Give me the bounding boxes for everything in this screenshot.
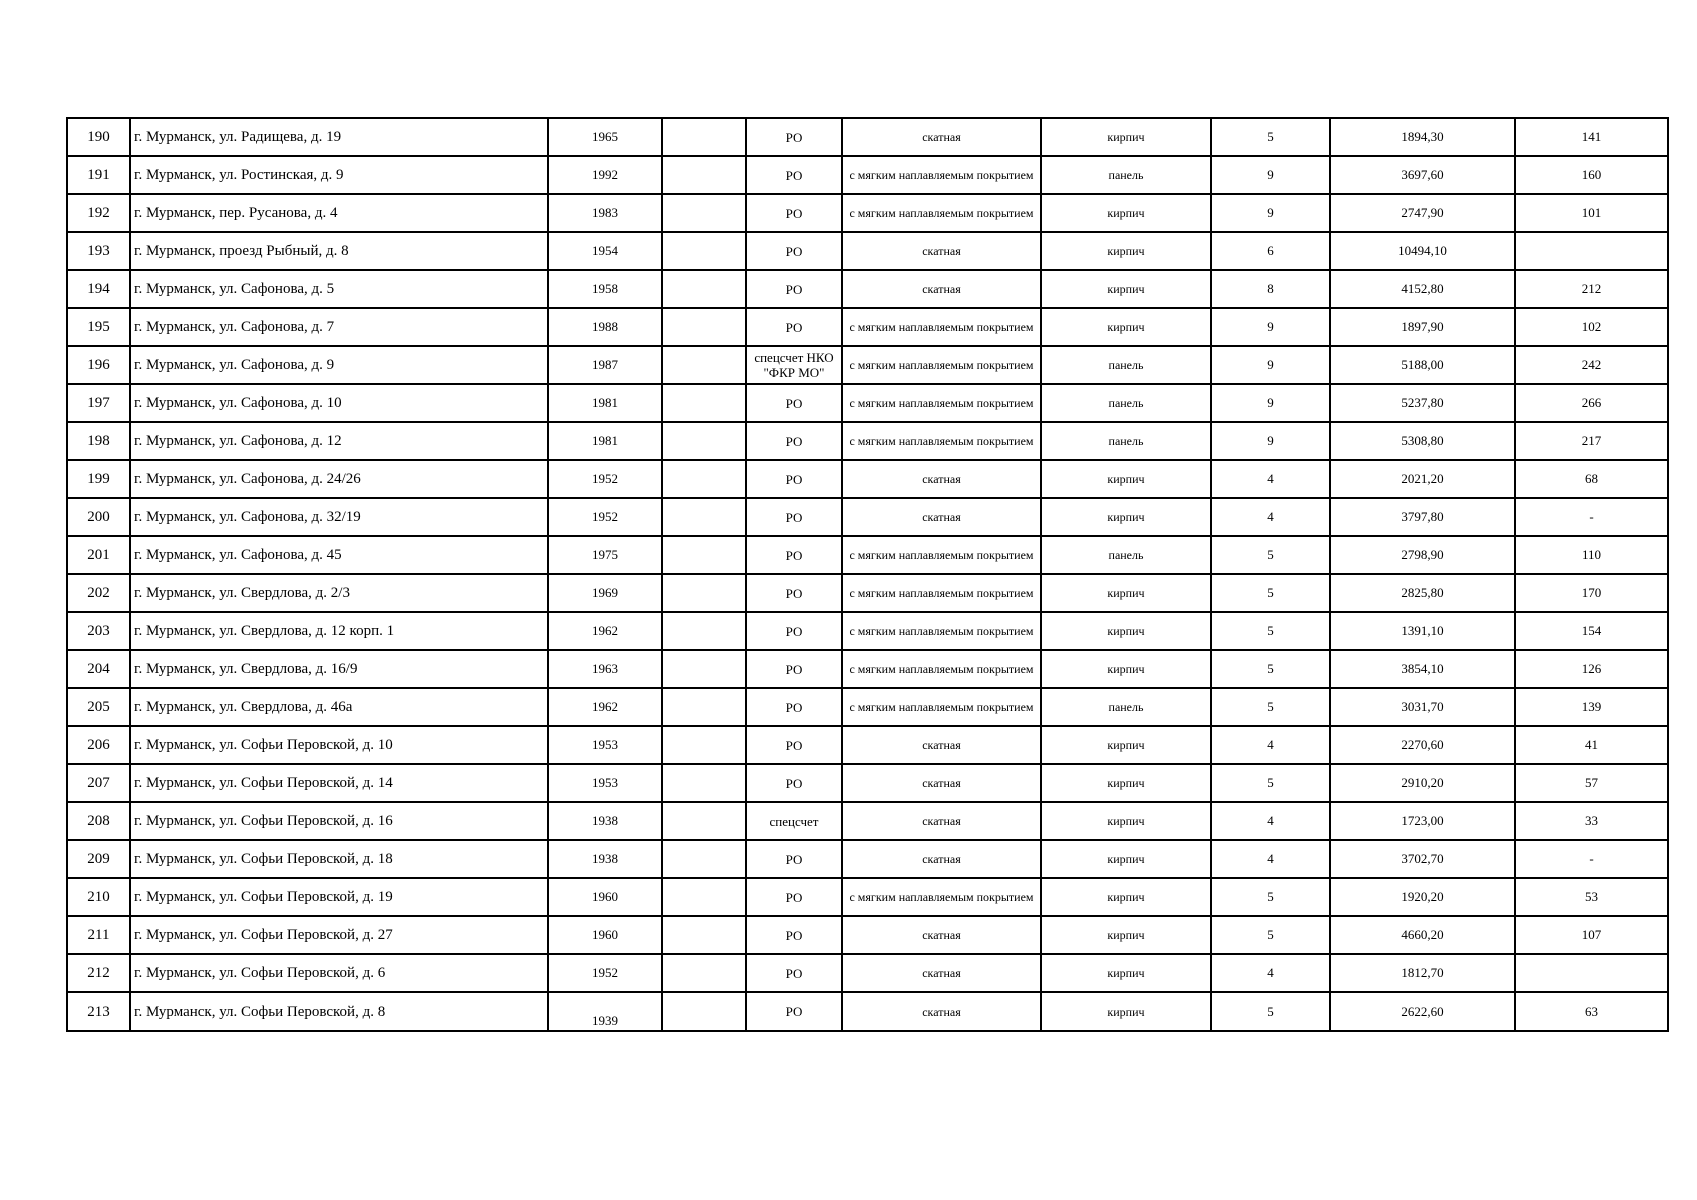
build-year-cell: 1938: [548, 802, 662, 840]
address-cell: г. Мурманск, ул. Радищева, д. 19: [130, 118, 548, 156]
floors-cell: 4: [1211, 840, 1330, 878]
row-number-cell: 194: [67, 270, 130, 308]
roof-type-cell: скатная: [842, 460, 1041, 498]
wall-material-cell: кирпич: [1041, 878, 1211, 916]
fund-method-cell: РО: [746, 118, 842, 156]
address-cell: г. Мурманск, ул. Сафонова, д. 9: [130, 346, 548, 384]
roof-type-cell: с мягким наплавляемым покрытием: [842, 194, 1041, 232]
area-cell: 5188,00: [1330, 346, 1515, 384]
fund-method-cell: РО: [746, 916, 842, 954]
area-cell: 3031,70: [1330, 688, 1515, 726]
table-row: [67, 346, 1668, 384]
address-cell: г. Мурманск, ул. Софьи Перовской, д. 27: [130, 916, 548, 954]
row-number-cell: 197: [67, 384, 130, 422]
build-year-cell: 1983: [548, 194, 662, 232]
row-number-cell: 192: [67, 194, 130, 232]
floors-cell: 5: [1211, 650, 1330, 688]
fund-method-cell: РО: [746, 764, 842, 802]
residents-cell: 53: [1515, 878, 1668, 916]
empty-cell: [662, 232, 746, 270]
residents-cell: -: [1515, 840, 1668, 878]
area-cell: 1812,70: [1330, 954, 1515, 992]
area-cell: 2825,80: [1330, 574, 1515, 612]
roof-type-cell: с мягким наплавляемым покрытием: [842, 422, 1041, 460]
row-number-cell: 212: [67, 954, 130, 992]
area-cell: 5237,80: [1330, 384, 1515, 422]
fund-method-cell: РО: [746, 574, 842, 612]
wall-material-cell: кирпич: [1041, 726, 1211, 764]
floors-cell: 4: [1211, 460, 1330, 498]
roof-type-cell: скатная: [842, 954, 1041, 992]
table-row: [67, 612, 1668, 650]
row-number-cell: 196: [67, 346, 130, 384]
address-cell: г. Мурманск, ул. Софьи Перовской, д. 19: [130, 878, 548, 916]
area-cell: 4152,80: [1330, 270, 1515, 308]
table-row: [67, 916, 1668, 954]
roof-type-cell: скатная: [842, 840, 1041, 878]
table-row: [67, 650, 1668, 688]
fund-method-cell: РО: [746, 308, 842, 346]
wall-material-cell: кирпич: [1041, 650, 1211, 688]
roof-type-cell: скатная: [842, 726, 1041, 764]
roof-type-cell: с мягким наплавляемым покрытием: [842, 612, 1041, 650]
address-cell: г. Мурманск, ул. Ростинская, д. 9: [130, 156, 548, 194]
fund-method-cell: РО: [746, 688, 842, 726]
table-row: [67, 156, 1668, 194]
roof-type-cell: с мягким наплавляемым покрытием: [842, 346, 1041, 384]
floors-cell: 5: [1211, 574, 1330, 612]
roof-type-cell: с мягким наплавляемым покрытием: [842, 688, 1041, 726]
address-cell: г. Мурманск, ул. Софьи Перовской, д. 6: [130, 954, 548, 992]
row-number-cell: 207: [67, 764, 130, 802]
table-row: [67, 498, 1668, 536]
residents-cell: [1515, 232, 1668, 270]
row-number-cell: 190: [67, 118, 130, 156]
empty-cell: [662, 156, 746, 194]
row-number-cell: 198: [67, 422, 130, 460]
address-cell: г. Мурманск, ул. Свердлова, д. 12 корп. 1: [130, 612, 548, 650]
area-cell: 2910,20: [1330, 764, 1515, 802]
fund-method-cell: РО: [746, 270, 842, 308]
build-year-cell: 1965: [548, 118, 662, 156]
build-year-cell: 1952: [548, 498, 662, 536]
floors-cell: 9: [1211, 422, 1330, 460]
row-number-cell: 210: [67, 878, 130, 916]
fund-method-cell: РО: [746, 232, 842, 270]
row-number-cell: 195: [67, 308, 130, 346]
fund-method-cell: РО: [746, 878, 842, 916]
row-number-cell: 206: [67, 726, 130, 764]
roof-type-cell: скатная: [842, 802, 1041, 840]
wall-material-cell: кирпич: [1041, 612, 1211, 650]
build-year-cell: 1969: [548, 574, 662, 612]
build-year-cell: 1987: [548, 346, 662, 384]
table-row: [67, 232, 1668, 270]
build-year-cell: 1975: [548, 536, 662, 574]
empty-cell: [662, 308, 746, 346]
address-cell: г. Мурманск, ул. Сафонова, д. 24/26: [130, 460, 548, 498]
empty-cell: [662, 612, 746, 650]
address-cell: г. Мурманск, ул. Свердлова, д. 2/3: [130, 574, 548, 612]
build-year-cell: 1962: [548, 612, 662, 650]
table-row: [67, 954, 1668, 992]
wall-material-cell: панель: [1041, 156, 1211, 194]
table-row: [67, 118, 1668, 156]
residents-cell: 154: [1515, 612, 1668, 650]
address-cell: г. Мурманск, ул. Свердлова, д. 46а: [130, 688, 548, 726]
floors-cell: 9: [1211, 156, 1330, 194]
residents-cell: 63: [1515, 992, 1668, 1031]
floors-cell: 9: [1211, 346, 1330, 384]
row-number-cell: 193: [67, 232, 130, 270]
address-cell: г. Мурманск, ул. Софьи Перовской, д. 16: [130, 802, 548, 840]
build-year-cell: 1962: [548, 688, 662, 726]
row-number-cell: 191: [67, 156, 130, 194]
fund-method-cell: РО: [746, 536, 842, 574]
row-number-cell: 211: [67, 916, 130, 954]
residents-cell: 141: [1515, 118, 1668, 156]
empty-cell: [662, 574, 746, 612]
roof-type-cell: скатная: [842, 992, 1041, 1031]
wall-material-cell: панель: [1041, 688, 1211, 726]
roof-type-cell: с мягким наплавляемым покрытием: [842, 574, 1041, 612]
row-number-cell: 202: [67, 574, 130, 612]
fund-method-cell: РО: [746, 954, 842, 992]
roof-type-cell: с мягким наплавляемым покрытием: [842, 156, 1041, 194]
fund-method-cell: спецсчет: [746, 802, 842, 840]
build-year-cell: 1988: [548, 308, 662, 346]
wall-material-cell: кирпич: [1041, 954, 1211, 992]
fund-method-cell: РО: [746, 422, 842, 460]
residents-cell: 139: [1515, 688, 1668, 726]
fund-method-cell: РО: [746, 460, 842, 498]
floors-cell: 9: [1211, 384, 1330, 422]
wall-material-cell: панель: [1041, 422, 1211, 460]
fund-method-cell: РО: [746, 992, 842, 1031]
build-year-cell: 1953: [548, 726, 662, 764]
empty-cell: [662, 878, 746, 916]
area-cell: 1723,00: [1330, 802, 1515, 840]
residents-cell: 212: [1515, 270, 1668, 308]
residents-cell: 101: [1515, 194, 1668, 232]
wall-material-cell: кирпич: [1041, 460, 1211, 498]
wall-material-cell: кирпич: [1041, 232, 1211, 270]
empty-cell: [662, 802, 746, 840]
residents-cell: 170: [1515, 574, 1668, 612]
address-cell: г. Мурманск, ул. Сафонова, д. 10: [130, 384, 548, 422]
floors-cell: 8: [1211, 270, 1330, 308]
empty-cell: [662, 536, 746, 574]
fund-method-cell: спецсчет НКО "ФКР МО": [746, 346, 842, 384]
area-cell: 1897,90: [1330, 308, 1515, 346]
table-row: [67, 688, 1668, 726]
wall-material-cell: кирпич: [1041, 802, 1211, 840]
row-number-cell: 201: [67, 536, 130, 574]
empty-cell: [662, 346, 746, 384]
row-number-cell: 204: [67, 650, 130, 688]
area-cell: 4660,20: [1330, 916, 1515, 954]
area-cell: 1391,10: [1330, 612, 1515, 650]
table-row: [67, 802, 1668, 840]
address-cell: г. Мурманск, проезд Рыбный, д. 8: [130, 232, 548, 270]
area-cell: 2021,20: [1330, 460, 1515, 498]
roof-type-cell: скатная: [842, 118, 1041, 156]
floors-cell: 5: [1211, 118, 1330, 156]
empty-cell: [662, 840, 746, 878]
residents-cell: 107: [1515, 916, 1668, 954]
table-row: [67, 308, 1668, 346]
area-cell: 3854,10: [1330, 650, 1515, 688]
empty-cell: [662, 688, 746, 726]
area-cell: 5308,80: [1330, 422, 1515, 460]
residents-cell: 57: [1515, 764, 1668, 802]
empty-cell: [662, 118, 746, 156]
address-cell: г. Мурманск, ул. Сафонова, д. 12: [130, 422, 548, 460]
area-cell: 10494,10: [1330, 232, 1515, 270]
floors-cell: 5: [1211, 764, 1330, 802]
wall-material-cell: кирпич: [1041, 194, 1211, 232]
housing-registry-table: [66, 117, 1669, 1032]
address-cell: г. Мурманск, ул. Сафонова, д. 45: [130, 536, 548, 574]
area-cell: 3697,60: [1330, 156, 1515, 194]
roof-type-cell: скатная: [842, 232, 1041, 270]
wall-material-cell: панель: [1041, 536, 1211, 574]
area-cell: 1894,30: [1330, 118, 1515, 156]
build-year-cell: 1981: [548, 422, 662, 460]
area-cell: 2270,60: [1330, 726, 1515, 764]
wall-material-cell: кирпич: [1041, 916, 1211, 954]
area-cell: 2622,60: [1330, 992, 1515, 1031]
table-row: [67, 840, 1668, 878]
empty-cell: [662, 194, 746, 232]
area-cell: 2747,90: [1330, 194, 1515, 232]
wall-material-cell: кирпич: [1041, 574, 1211, 612]
build-year-cell: 1953: [548, 764, 662, 802]
address-cell: г. Мурманск, ул. Софьи Перовской, д. 10: [130, 726, 548, 764]
row-number-cell: 200: [67, 498, 130, 536]
residents-cell: 126: [1515, 650, 1668, 688]
residents-cell: 110: [1515, 536, 1668, 574]
table-row: [67, 194, 1668, 232]
row-number-cell: 209: [67, 840, 130, 878]
table-row: [67, 726, 1668, 764]
residents-cell: [1515, 954, 1668, 992]
address-cell: г. Мурманск, ул. Софьи Перовской, д. 8: [130, 992, 548, 1031]
floors-cell: 9: [1211, 194, 1330, 232]
wall-material-cell: кирпич: [1041, 764, 1211, 802]
fund-method-cell: РО: [746, 840, 842, 878]
wall-material-cell: кирпич: [1041, 498, 1211, 536]
residents-cell: 68: [1515, 460, 1668, 498]
residents-cell: -: [1515, 498, 1668, 536]
floors-cell: 5: [1211, 688, 1330, 726]
table-row: [67, 422, 1668, 460]
table-row: [67, 574, 1668, 612]
roof-type-cell: с мягким наплавляемым покрытием: [842, 536, 1041, 574]
table-row: [67, 460, 1668, 498]
empty-cell: [662, 422, 746, 460]
floors-cell: 5: [1211, 992, 1330, 1031]
floors-cell: 6: [1211, 232, 1330, 270]
build-year-cell: 1981: [548, 384, 662, 422]
build-year-cell: 1938: [548, 840, 662, 878]
empty-cell: [662, 650, 746, 688]
build-year-cell: 1960: [548, 878, 662, 916]
fund-method-cell: РО: [746, 156, 842, 194]
row-number-cell: 199: [67, 460, 130, 498]
roof-type-cell: с мягким наплавляемым покрытием: [842, 650, 1041, 688]
wall-material-cell: кирпич: [1041, 270, 1211, 308]
row-number-cell: 203: [67, 612, 130, 650]
build-year-cell: 1963: [548, 650, 662, 688]
floors-cell: 5: [1211, 916, 1330, 954]
row-number-cell: 213: [67, 992, 130, 1031]
wall-material-cell: кирпич: [1041, 118, 1211, 156]
floors-cell: 5: [1211, 878, 1330, 916]
empty-cell: [662, 460, 746, 498]
table-row: [67, 384, 1668, 422]
build-year-cell: 1939: [548, 992, 662, 1031]
table-body: [67, 118, 1668, 1031]
table-row: [67, 992, 1668, 1031]
build-year-cell: 1952: [548, 954, 662, 992]
residents-cell: 242: [1515, 346, 1668, 384]
empty-cell: [662, 916, 746, 954]
build-year-cell: 1952: [548, 460, 662, 498]
residents-cell: 41: [1515, 726, 1668, 764]
residents-cell: 160: [1515, 156, 1668, 194]
address-cell: г. Мурманск, ул. Софьи Перовской, д. 14: [130, 764, 548, 802]
area-cell: 3797,80: [1330, 498, 1515, 536]
roof-type-cell: скатная: [842, 270, 1041, 308]
wall-material-cell: кирпич: [1041, 840, 1211, 878]
address-cell: г. Мурманск, ул. Сафонова, д. 7: [130, 308, 548, 346]
area-cell: 1920,20: [1330, 878, 1515, 916]
floors-cell: 5: [1211, 536, 1330, 574]
floors-cell: 9: [1211, 308, 1330, 346]
roof-type-cell: с мягким наплавляемым покрытием: [842, 308, 1041, 346]
residents-cell: 102: [1515, 308, 1668, 346]
address-cell: г. Мурманск, ул. Свердлова, д. 16/9: [130, 650, 548, 688]
fund-method-cell: РО: [746, 194, 842, 232]
area-cell: 2798,90: [1330, 536, 1515, 574]
roof-type-cell: скатная: [842, 916, 1041, 954]
table-row: [67, 878, 1668, 916]
table-row: [67, 764, 1668, 802]
roof-type-cell: скатная: [842, 498, 1041, 536]
roof-type-cell: с мягким наплавляемым покрытием: [842, 878, 1041, 916]
table-row: [67, 270, 1668, 308]
fund-method-cell: РО: [746, 650, 842, 688]
empty-cell: [662, 992, 746, 1031]
floors-cell: 4: [1211, 802, 1330, 840]
floors-cell: 5: [1211, 612, 1330, 650]
empty-cell: [662, 954, 746, 992]
roof-type-cell: с мягким наплавляемым покрытием: [842, 384, 1041, 422]
wall-material-cell: кирпич: [1041, 992, 1211, 1031]
build-year-cell: 1958: [548, 270, 662, 308]
build-year-cell: 1954: [548, 232, 662, 270]
fund-method-cell: РО: [746, 726, 842, 764]
floors-cell: 4: [1211, 726, 1330, 764]
floors-cell: 4: [1211, 954, 1330, 992]
empty-cell: [662, 498, 746, 536]
empty-cell: [662, 726, 746, 764]
empty-cell: [662, 764, 746, 802]
residents-cell: 33: [1515, 802, 1668, 840]
address-cell: г. Мурманск, ул. Софьи Перовской, д. 18: [130, 840, 548, 878]
fund-method-cell: РО: [746, 612, 842, 650]
row-number-cell: 205: [67, 688, 130, 726]
address-cell: г. Мурманск, ул. Сафонова, д. 32/19: [130, 498, 548, 536]
wall-material-cell: кирпич: [1041, 308, 1211, 346]
fund-method-cell: РО: [746, 384, 842, 422]
residents-cell: 217: [1515, 422, 1668, 460]
address-cell: г. Мурманск, ул. Сафонова, д. 5: [130, 270, 548, 308]
roof-type-cell: скатная: [842, 764, 1041, 802]
empty-cell: [662, 384, 746, 422]
wall-material-cell: панель: [1041, 384, 1211, 422]
table-row: [67, 536, 1668, 574]
fund-method-cell: РО: [746, 498, 842, 536]
row-number-cell: 208: [67, 802, 130, 840]
wall-material-cell: панель: [1041, 346, 1211, 384]
area-cell: 3702,70: [1330, 840, 1515, 878]
build-year-cell: 1992: [548, 156, 662, 194]
address-cell: г. Мурманск, пер. Русанова, д. 4: [130, 194, 548, 232]
build-year-cell: 1960: [548, 916, 662, 954]
empty-cell: [662, 270, 746, 308]
residents-cell: 266: [1515, 384, 1668, 422]
floors-cell: 4: [1211, 498, 1330, 536]
